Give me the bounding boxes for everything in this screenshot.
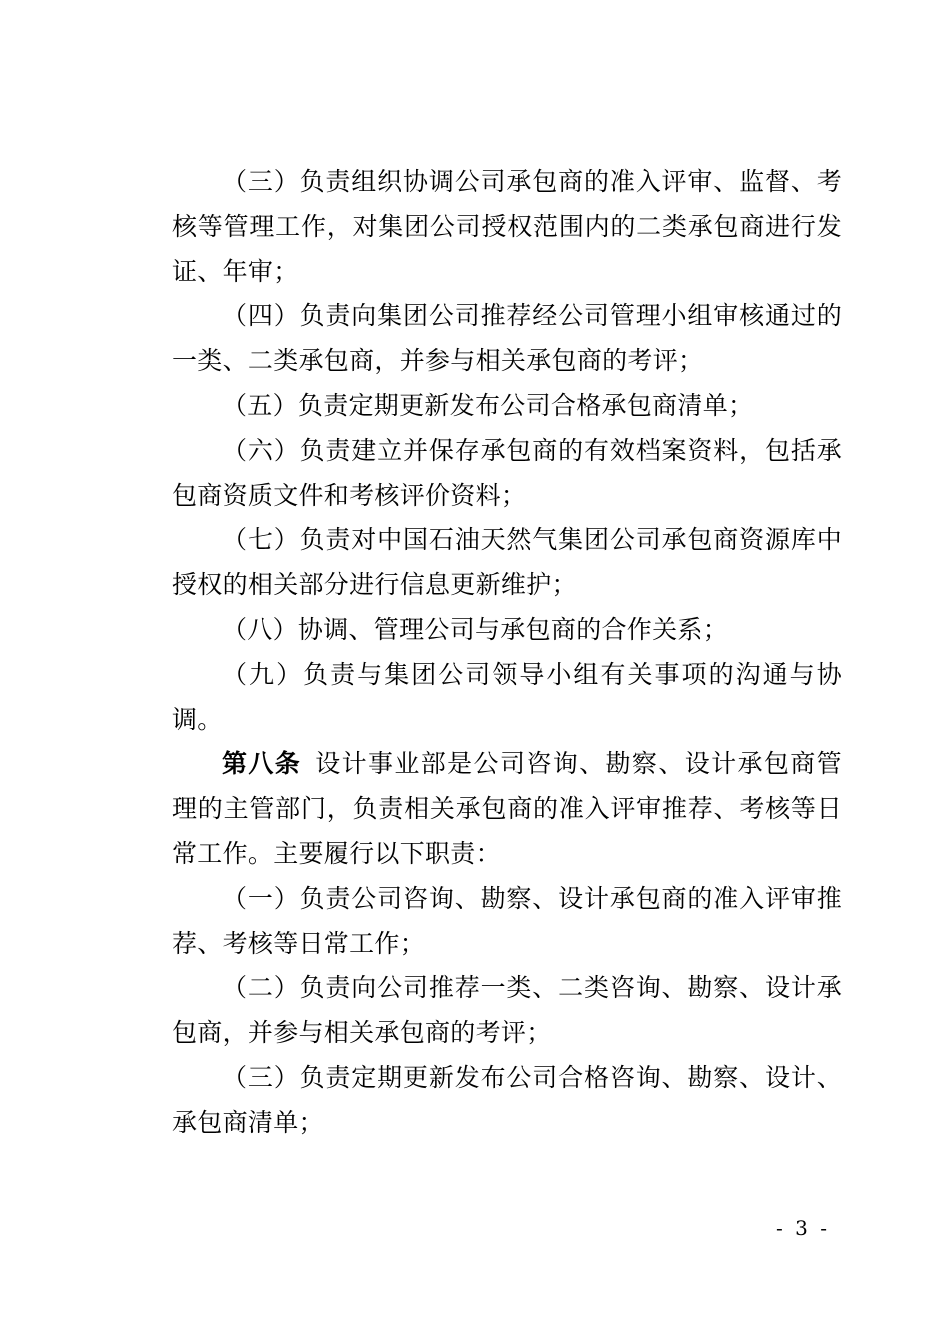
- clause-5-paragraph: （五）负责定期更新发布公司合格承包商清单；: [222, 390, 754, 420]
- clause-6-paragraph: （六）负责建立并保存承包商的有效档案资料，包括承包商资质文件和考核评价资料；: [172, 435, 842, 510]
- article-text: 设计事业部是公司咨询、勘察、设计承包商管理的主管部门，负责相关承包商的准入评审推荐、考核等日常工作。主要履行以下职责：: [172, 749, 842, 868]
- document-body: [172, 160, 842, 1146]
- clause-9-paragraph: （九）负责与集团公司领导小组有关事项的沟通与协调。: [172, 659, 842, 734]
- page-number: - 3 -: [776, 1216, 830, 1240]
- article-8-item-3: （三）负责定期更新发布公司合格咨询、勘察、设计、承包商清单；: [172, 1062, 842, 1137]
- clause-8-paragraph: （八）协调、管理公司与承包商的合作关系；: [222, 614, 729, 644]
- article-heading: 第八条: [222, 749, 302, 779]
- article-8-item-1: （一）负责公司咨询、勘察、设计承包商的准入评审推荐、考核等日常工作；: [172, 883, 842, 958]
- article-8-item-2: （二）负责向公司推荐一类、二类咨询、勘察、设计承包商，并参与相关承包商的考评；: [172, 973, 842, 1048]
- clause-7-paragraph: （七）负责对中国石油天然气集团公司承包商资源库中授权的相关部分进行信息更新维护；: [172, 525, 842, 600]
- article-8-paragraph: [172, 742, 842, 876]
- clause-3-paragraph: （三）负责组织协调公司承包商的准入评审、监督、考核等管理工作，对集团公司授权范围内的二类承包商进行发证、年审；: [172, 167, 842, 286]
- clause-4-paragraph: （四）负责向集团公司推荐经公司管理小组审核通过的一类、二类承包商，并参与相关承包商的考评；: [172, 301, 842, 376]
